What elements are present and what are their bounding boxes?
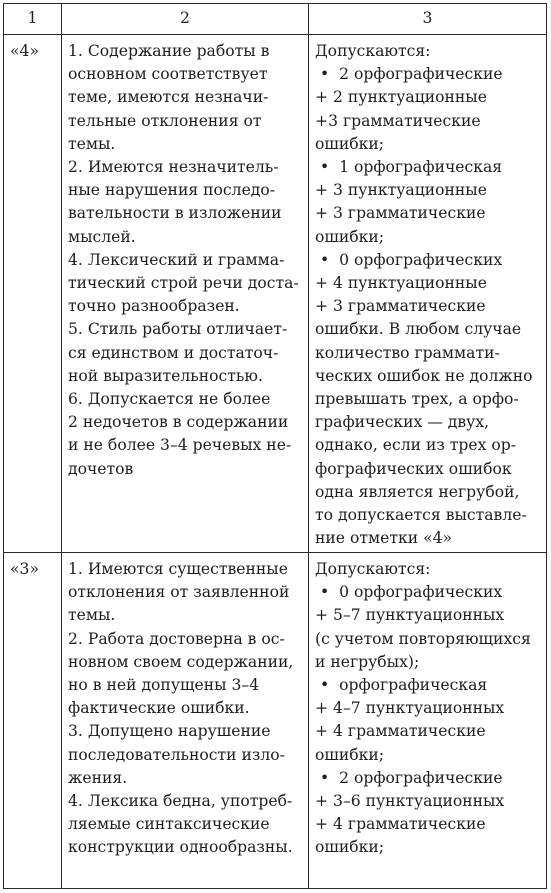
text-line: 3. Допущено нарушение [68,722,271,741]
text-line: 4. Лексический и грамма- [68,250,285,269]
table-row-grade-3 [4,553,547,889]
text-line: + 4 грамматические [315,815,486,834]
text-line: превышать трех, а орфо- [315,390,519,409]
grade-cell [4,35,62,553]
error-lines [315,558,546,860]
text-line: 2. Работа достоверна в ос- [68,629,285,648]
table-row-grade-4 [4,35,547,553]
text-line: одна является негрубой, [315,482,520,501]
text-line: 6. Допускается не более [68,390,271,409]
error-limits-cell [309,553,547,889]
text-line: 1. Содержание работы в [68,42,270,60]
text-line: (с учетом повторяющихся [315,629,531,648]
error-lines [315,40,546,550]
text-line: тельные отклонения от [68,111,262,130]
text-line: отклонения от заявленной [68,583,290,602]
content-criteria-cell [62,35,309,553]
header-col-3: 3 [309,4,547,35]
text-line: • 0 орфографических [315,583,503,602]
text-line: ческих ошибок не должно [315,366,533,385]
text-line: но в ней допущены 3–4 [68,676,260,695]
text-line: фографических ошибок [315,459,512,478]
text-line: ошибки; [315,227,385,246]
grade-label: «4» [10,42,40,60]
text-line: • 0 орфографических [315,250,503,269]
text-line: вательности в изложении [68,204,282,223]
text-line: графических — двух, [315,413,490,432]
header-col-2: 2 [62,4,309,35]
text-line: ние отметки «4» [315,529,453,548]
text-line: + 4 грамматические [315,722,486,741]
text-line: + 3 пунктуационные [315,181,487,200]
text-line: 2. Имеются незначитель- [68,158,279,177]
text-line: теме, имеются незначи- [68,88,269,107]
text-line: мыслей. [68,227,136,246]
text-line: + 3 грамматические [315,297,486,316]
text-line: ошибки; [315,745,385,764]
header-row [4,4,547,35]
text-line: конструкции однообразны. [68,838,293,857]
text-line: ся единством и достаточ- [68,343,279,362]
text-line: ошибки; [315,134,385,153]
text-line: + 5–7 пунктуационных [315,606,505,625]
grading-table [3,3,547,889]
text-line: ной выразительностью. [68,366,263,385]
text-line: темы. [68,606,116,625]
text-line: ляемые синтаксические [68,815,270,834]
text-line: • орфографическая [315,676,488,695]
text-line: + 4–7 пунктуационных [315,699,505,718]
text-line: жения. [68,768,128,787]
text-line: количество граммати- [315,343,500,362]
text-line: + 3 грамматические [315,204,486,223]
text-line: • 2 орфографические [315,65,503,84]
content-lines [68,40,308,481]
text-line: ные нарушения последо- [68,181,276,200]
text-line: Допускаются: [315,42,431,60]
text-line: и не более 3–4 речевых не- [68,436,292,455]
text-line: темы. [68,134,116,153]
text-line: • 2 орфографические [315,768,503,787]
text-line: то допускается выставле- [315,506,527,525]
text-line: и негрубых); [315,652,420,671]
text-line: ошибки. В любом случае [315,320,522,339]
text-line: +3 грамматические [315,111,481,130]
text-line: однако, если из трех ор- [315,436,517,455]
text-line: 5. Стиль работы отличает- [68,320,288,339]
header-col-1: 1 [4,4,62,35]
text-line: + 3–6 пунктуационных [315,792,505,811]
text-line: 1. Имеются существенные [68,560,288,578]
text-line: последовательности изло- [68,745,285,764]
text-line: ошибки; [315,838,385,857]
text-line: • 1 орфографическая [315,158,503,177]
text-line: Допускаются: [315,560,431,578]
grade-cell [4,553,62,889]
text-line: основном соответствует [68,65,268,84]
text-line: 2 недочетов в содержании [68,413,289,432]
text-line: новном своем содержании, [68,652,294,671]
text-line: + 4 пунктуационные [315,274,487,293]
text-line: 4. Лексика бедна, употреб- [68,792,293,811]
content-lines [68,558,308,860]
text-line: точно разнообразен. [68,297,240,316]
grade-label: «3» [10,560,40,578]
text-line: дочетов [68,459,134,478]
text-line: фактические ошибки. [68,699,250,718]
text-line: тический строй речи доста- [68,274,299,293]
text-line: + 2 пунктуационные [315,88,487,107]
error-limits-cell [309,35,547,553]
content-criteria-cell [62,553,309,889]
